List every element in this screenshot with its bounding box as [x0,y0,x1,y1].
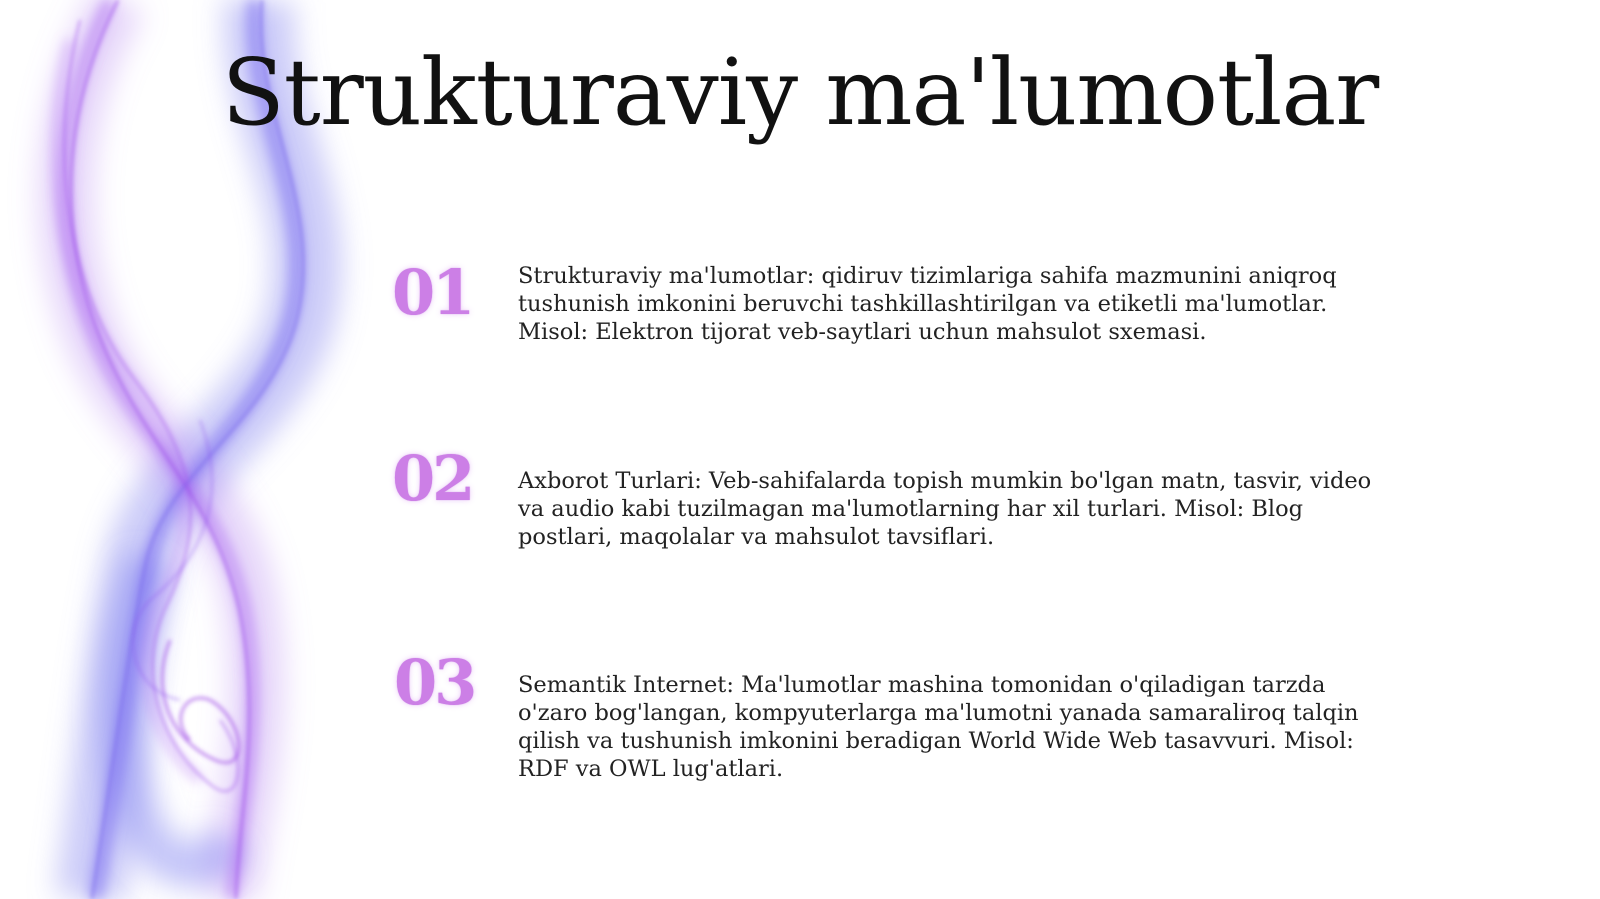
item-text-01: Strukturaviy ma'lumotlar: qidiruv tizimlariga sahifa mazmunini aniqroq tushunish imkonini beruvchi tashkillashtirilgan va etiketli ma'lumotlar. Misol: Elektron tijorat veb-saytlari uchun mahsulot sxemasi. [518,263,1337,345]
item-text-03: Semantik Internet: Ma'lumotlar mashina tomonidan o'qiladigan tarzda o'zaro bog'langan, kompyuterlarga ma'lumotni yanada samaraliroq talqin qilish va tushunish imkonini beradigan World Wide Web tasavvuri. Misol: RDF va OWL lug'atlari. [518,672,1359,782]
page-title: Strukturaviy ma'lumotlar [221,39,1379,146]
item-number-03: 03 [394,646,475,719]
item-text-02: Axborot Turlari: Veb-sahifalarda topish mumkin bo'lgan matn, tasvir, video va audio kabi tuzilmagan ma'lumotlarning har xil turlari. Misol: Blog postlari, maqolalar va mahsulot tavsiflari. [518,468,1372,550]
item-number-02: 02 [392,442,473,515]
item-number-01: 01 [392,256,473,329]
